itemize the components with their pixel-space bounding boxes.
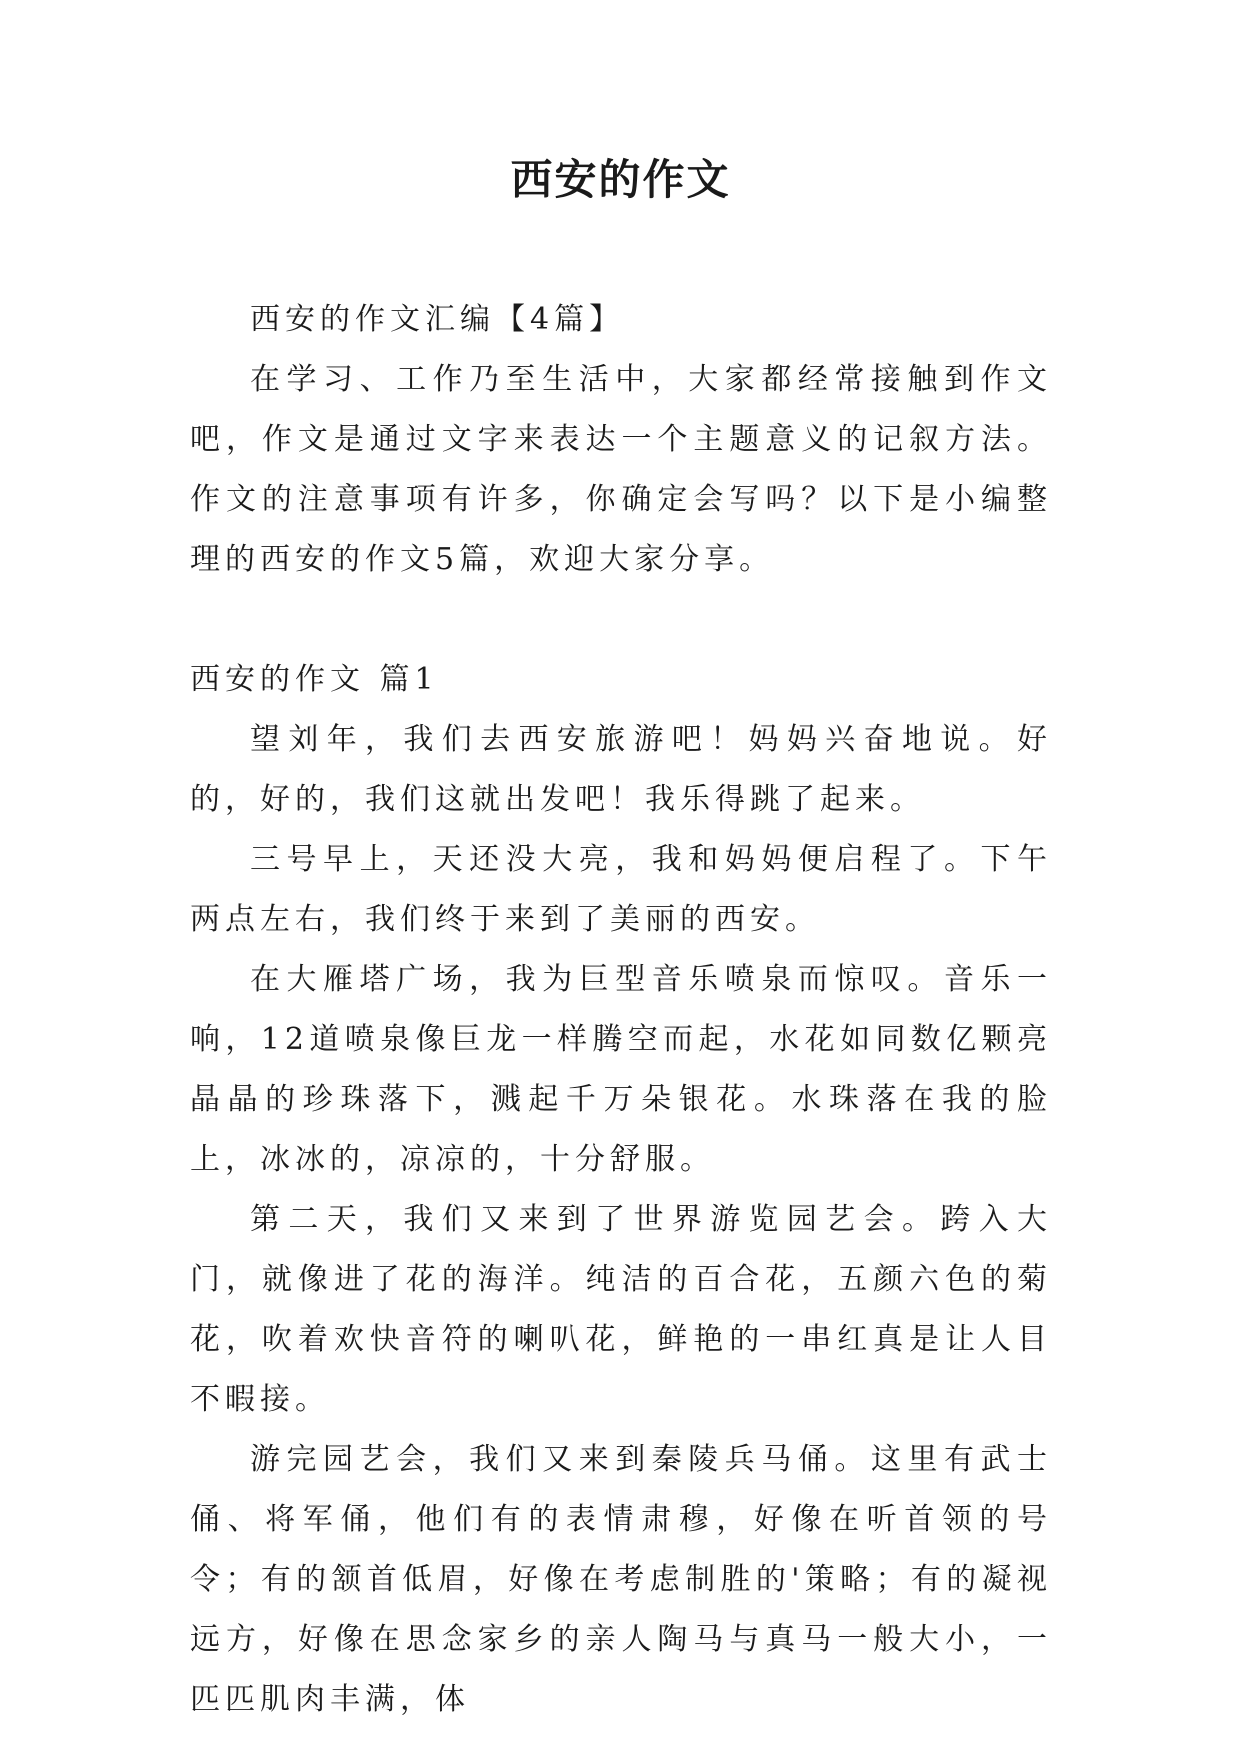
document-body xyxy=(190,290,1052,1730)
body-paragraph: 三号早上，天还没大亮，我和妈妈便启程了。下午两点左右，我们终于来到了美丽的西安。 xyxy=(190,842,1052,937)
intro-paragraph: 在学习、工作乃至生活中，大家都经常接触到作文吧，作文是通过文字来表达一个主题意义的记叙方法。作文的注意事项有许多，你确定会写吗？以下是小编整理的西安的作文5篇，欢迎大家分享。 xyxy=(190,362,1052,577)
subtitle: 西安的作文汇编【4篇】 xyxy=(250,302,625,337)
document-title: 西安的作文 xyxy=(510,155,731,204)
body-paragraph: 望刘年，我们去西安旅游吧！妈妈兴奋地说。好的，好的，我们这就出发吧！我乐得跳了起来。 xyxy=(190,722,1052,817)
body-paragraph: 在大雁塔广场，我为巨型音乐喷泉而惊叹。音乐一响，12道喷泉像巨龙一样腾空而起，水花如同数亿颗亮晶晶的珍珠落下，溅起千万朵银花。水珠落在我的脸上，冰冰的，凉凉的，十分舒服。 xyxy=(190,962,1052,1177)
body-paragraph: 第二天，我们又来到了世界游览园艺会。跨入大门，就像进了花的海洋。纯洁的百合花，五颜六色的菊花，吹着欢快音符的喇叭花，鲜艳的一串红真是让人目不暇接。 xyxy=(190,1202,1052,1417)
section-heading: 西安的作文 篇1 xyxy=(190,662,439,697)
body-paragraph: 游完园艺会，我们又来到秦陵兵马俑。这里有武士俑、将军俑，他们有的表情肃穆，好像在听首领的号令；有的颔首低眉，好像在考虑制胜的'策略；有的凝视远方，好像在思念家乡的亲人陶马与真马一般大小，一匹匹肌肉丰满，体 xyxy=(190,1442,1052,1717)
